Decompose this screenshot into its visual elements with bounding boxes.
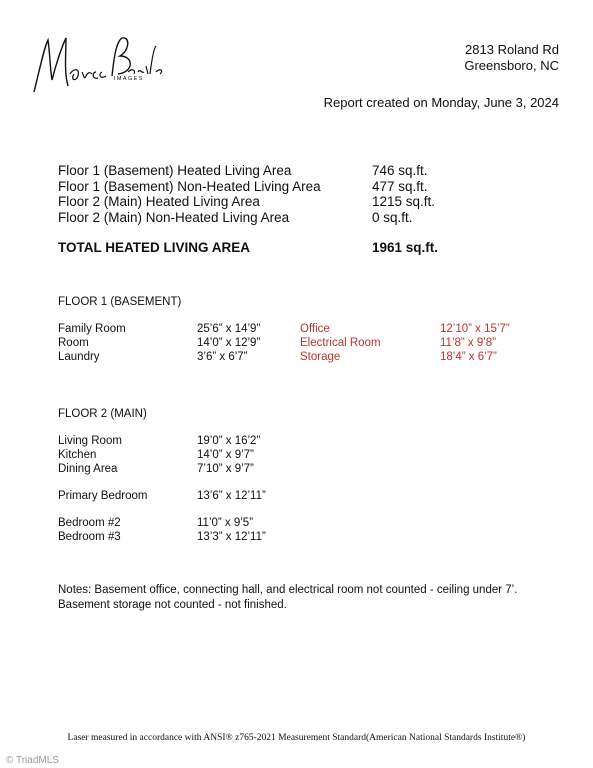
room-dim: 13’3” x 12’11” (197, 531, 266, 543)
total-label: TOTAL HEATED LIVING AREA (58, 240, 251, 255)
nonheated-room-name: Electrical Room (300, 337, 381, 349)
triadmls-watermark: © TriadMLS (6, 755, 59, 766)
area-label: Floor 1 (Basement) Heated Living Area (58, 163, 292, 178)
area-value: 1215 sq.ft. (372, 194, 436, 209)
nonheated-room-name: Office (300, 323, 330, 335)
room-name: Dining Area (58, 463, 118, 475)
brand-logo (30, 28, 170, 100)
address-line-2: Greensboro, NC (464, 58, 559, 73)
area-value: 477 sq.ft. (372, 179, 428, 194)
nonheated-room-dim: 11’8” x 9’8” (440, 337, 497, 349)
signature-logo-graphic (30, 28, 170, 100)
nonheated-room-name: Storage (300, 351, 341, 363)
area-value: 0 sq.ft. (372, 210, 413, 225)
room-dim: 11’0” x 9’5” (197, 517, 254, 529)
room-name: Bedroom #3 (58, 531, 121, 543)
room-name: Laundry (58, 351, 100, 363)
room-dim: 25’6” x 14’9” (197, 323, 261, 335)
notes-line-2: Basement storage not counted - not finished. (58, 599, 287, 611)
room-dim: 3’6” x 6’7” (197, 351, 248, 363)
notes-line-1: Notes: Basement office, connecting hall, and electrical room not counted - ceiling under 7’. (58, 584, 518, 596)
floor1-title: FLOOR 1 (BASEMENT) (58, 296, 182, 308)
room-dim: 14’0” x 9’7” (197, 449, 254, 461)
room-dim: 13’6” x 12’11” (197, 490, 266, 502)
room-name: Kitchen (58, 449, 97, 461)
room-name: Primary Bedroom (58, 490, 148, 502)
room-name: Room (58, 337, 89, 349)
room-dim: 7’10” x 9’7” (197, 463, 254, 475)
nonheated-room-dim: 18’4” x 6’7” (440, 351, 497, 363)
total-value: 1961 sq.ft. (372, 240, 439, 255)
area-label: Floor 2 (Main) Non-Heated Living Area (58, 210, 290, 225)
nonheated-room-dim: 12’10” x 15’7” (440, 323, 510, 335)
room-name: Family Room (58, 323, 126, 335)
footer-standard: Laser measured in accordance with ANSI® z765-2021 Measurement Standard(American National Standards Institute®) (67, 733, 526, 743)
area-label: Floor 1 (Basement) Non-Heated Living Area (58, 179, 321, 194)
floor2-title: FLOOR 2 (MAIN) (58, 408, 147, 420)
room-dim: 19’0” x 16’2” (197, 435, 261, 447)
room-name: Living Room (58, 435, 122, 447)
room-name: Bedroom #2 (58, 517, 121, 529)
report-created: Report created on Monday, June 3, 2024 (323, 95, 559, 110)
logo-subtitle: IMAGES (114, 76, 144, 82)
address-line-1: 2813 Roland Rd (465, 42, 559, 57)
room-dim: 14’0” x 12’9” (197, 337, 261, 349)
area-label: Floor 2 (Main) Heated Living Area (58, 194, 260, 209)
area-value: 746 sq.ft. (372, 163, 428, 178)
